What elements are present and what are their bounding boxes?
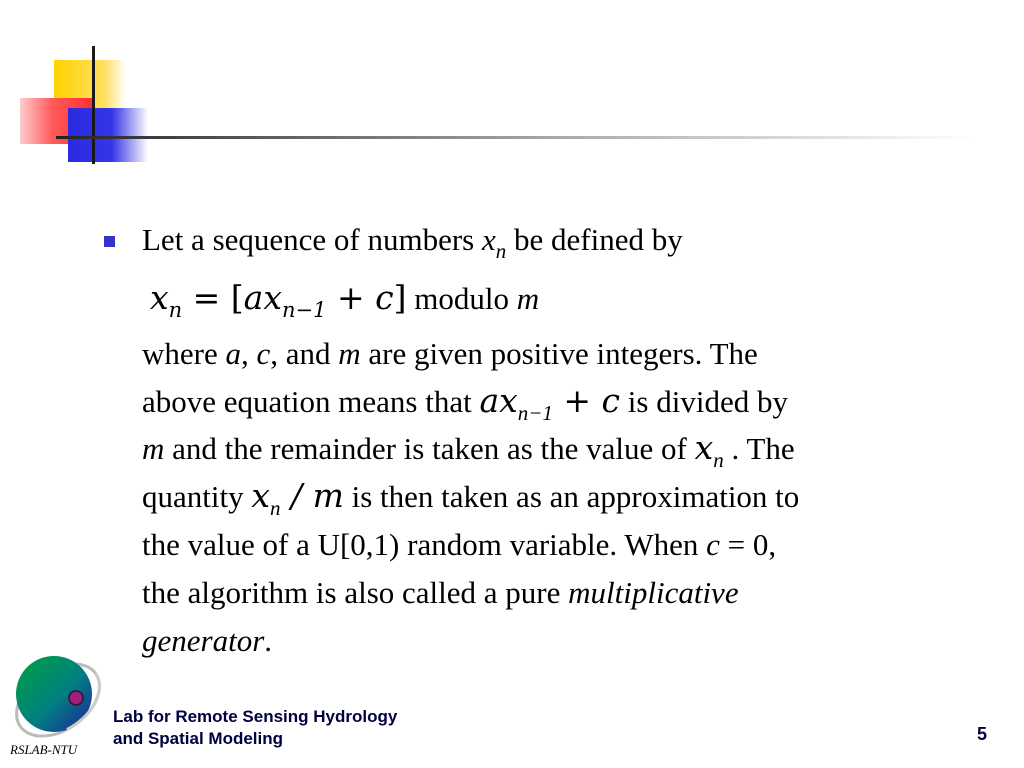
math-var: x bbox=[482, 222, 496, 257]
text-span: is divided by bbox=[627, 384, 788, 419]
math-sub: n bbox=[713, 448, 724, 472]
math-op: + bbox=[326, 278, 376, 317]
math-var: x bbox=[694, 428, 714, 467]
math-sub: n bbox=[269, 496, 281, 520]
logo-caption: RSLAB-NTU bbox=[10, 742, 78, 757]
text-span: above equation means that bbox=[142, 384, 480, 419]
math-var: m bbox=[516, 281, 540, 316]
footer-lab-name bbox=[113, 706, 397, 750]
lab-line-2: and Spatial Modeling bbox=[113, 729, 284, 748]
math-var: c bbox=[375, 278, 394, 317]
equation-line bbox=[150, 280, 539, 320]
text-line-6 bbox=[142, 478, 799, 518]
text-span: quantity bbox=[142, 479, 252, 514]
text-line-5 bbox=[142, 430, 795, 470]
text-span: the value of a U[0,1) random variable. When bbox=[142, 527, 707, 562]
text-line-8 bbox=[142, 575, 739, 611]
lab-line-1: Lab for Remote Sensing Hydrology bbox=[113, 707, 398, 726]
text-line-9 bbox=[142, 623, 272, 659]
math-op: ] bbox=[393, 278, 407, 317]
bullet-icon bbox=[104, 236, 115, 247]
text-span: where bbox=[142, 336, 226, 371]
text-span: . bbox=[264, 623, 273, 658]
math-var: x bbox=[251, 476, 270, 515]
math-var: ax bbox=[479, 381, 518, 420]
horizontal-rule bbox=[56, 136, 976, 139]
math-var: x bbox=[263, 278, 282, 317]
math-var: / m bbox=[280, 476, 344, 515]
math-var: a bbox=[225, 336, 241, 371]
math-var: a bbox=[243, 278, 264, 317]
text-line-3 bbox=[142, 336, 758, 372]
text-line-4 bbox=[142, 383, 788, 423]
math-var: c bbox=[256, 336, 271, 371]
math-op: = [ bbox=[192, 278, 244, 317]
globe-logo-icon bbox=[8, 640, 108, 748]
text-span: Let a sequence of numbers bbox=[142, 222, 483, 257]
text-span: are given positive integers. The bbox=[360, 336, 758, 371]
math-sub: n bbox=[168, 298, 183, 322]
text-span: . The bbox=[723, 431, 795, 466]
text-span: modulo bbox=[406, 281, 517, 316]
math-var: m bbox=[338, 336, 361, 371]
text-span: , and bbox=[270, 336, 339, 371]
blue-square bbox=[68, 108, 148, 162]
equation bbox=[150, 278, 407, 322]
text-italic: generator bbox=[142, 623, 265, 658]
math-var: c bbox=[706, 527, 720, 562]
text-italic: multiplicative bbox=[568, 575, 739, 610]
text-span: , bbox=[240, 336, 257, 371]
math-var: + c bbox=[552, 381, 621, 420]
math-var: x bbox=[150, 278, 169, 317]
text-span: and the remainder is taken as the value of bbox=[164, 431, 695, 466]
text-span: the algorithm is also called a pure bbox=[142, 575, 569, 610]
text-line-1 bbox=[142, 222, 683, 261]
math-sub: n−1 bbox=[517, 401, 553, 425]
math-sub: n−1 bbox=[281, 298, 327, 322]
text-span: is then taken as an approximation to bbox=[351, 479, 800, 514]
vertical-rule bbox=[92, 46, 95, 164]
text-span: be defined by bbox=[506, 222, 683, 257]
math-var: m bbox=[142, 431, 165, 466]
text-line-7 bbox=[142, 527, 776, 563]
header-decoration bbox=[0, 0, 1024, 180]
text-span: = 0, bbox=[719, 527, 777, 562]
math-sub: n bbox=[495, 239, 507, 263]
page-number: 5 bbox=[977, 724, 988, 744]
